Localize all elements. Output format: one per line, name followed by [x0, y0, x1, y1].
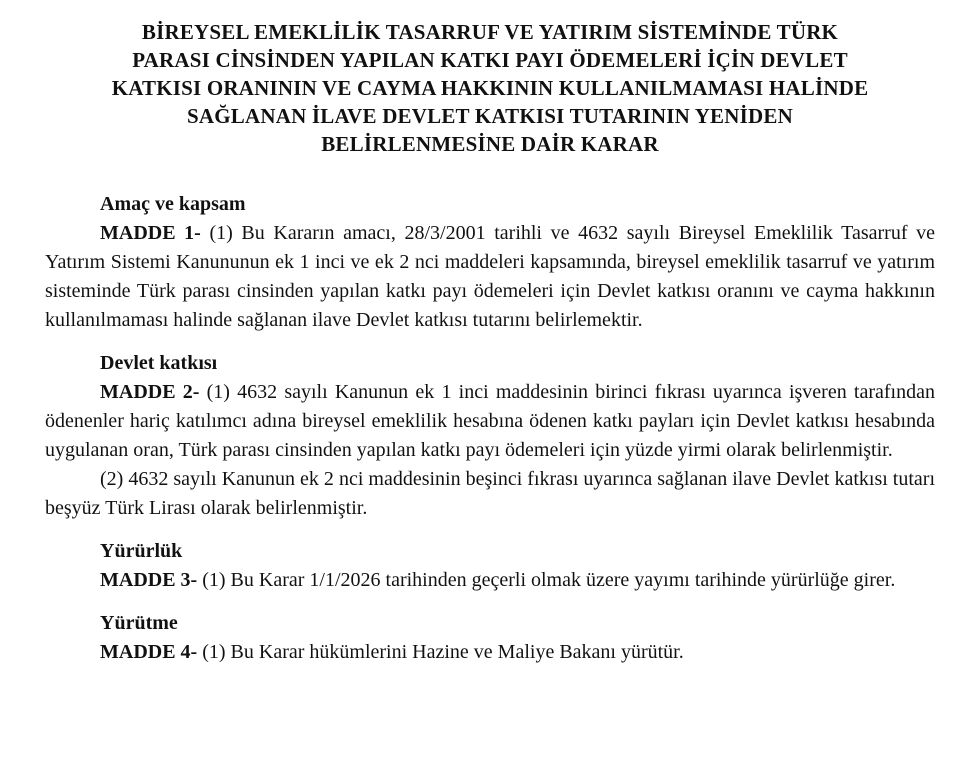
title-line: BELİRLENMESİNE DAİR KARAR — [321, 132, 659, 156]
section-devlet-katkisi — [45, 349, 935, 523]
document-title — [45, 18, 935, 158]
section-amac-ve-kapsam — [45, 190, 935, 335]
madde-1-text: (1) Bu Kararın amacı, 28/3/2001 tarihli ve 4632 sayılı Bireysel Emeklilik Tasarruf ve Yatırım Sistemi Kanununun ek 1 inci ve ek 2 nci maddeleri kapsamında, bireysel emeklilik tasarruf ve yatırım sisteminde Türk parası cinsinden yapılan katkı payı ödemeleri için Devlet katkısı oranını ve cayma hakkının kullanılmaması halinde sağlanan ilave Devlet katkısı tutarını belirlemektir. — [45, 222, 935, 331]
madde-2-label: MADDE 2- — [100, 381, 200, 403]
madde-2-paragraph-1 — [45, 378, 935, 465]
title-line: BİREYSEL EMEKLİLİK TASARRUF VE YATIRIM SİSTEMİNDE TÜRK — [141, 20, 839, 44]
madde-1-paragraph — [45, 219, 935, 335]
section-heading: Yürütme — [100, 612, 178, 634]
section-yurutme — [45, 609, 935, 667]
section-heading: Devlet katkısı — [100, 352, 218, 374]
madde-1-label: MADDE 1- — [100, 222, 201, 244]
title-line: KATKISI ORANININ VE CAYMA HAKKININ KULLANILMAMASI HALİNDE — [111, 76, 869, 100]
section-yururluk — [45, 537, 935, 595]
madde-2-paragraph-2 — [45, 465, 935, 523]
madde-3-text: (1) Bu Karar 1/1/2026 tarihinden geçerli olmak üzere yayımı tarihinde yürürlüğe girer. — [197, 569, 896, 591]
madde-3-label: MADDE 3- — [100, 569, 198, 591]
madde-3-paragraph — [45, 566, 935, 595]
title-line: PARASI CİNSİNDEN YAPILAN KATKI PAYI ÖDEMELERİ İÇİN DEVLET — [132, 48, 848, 72]
madde-4-label: MADDE 4- — [100, 641, 198, 663]
madde-2-text-2: (2) 4632 sayılı Kanunun ek 2 nci maddesinin beşinci fıkrası uyarınca sağlanan ilave Devlet katkısı tutarı beşyüz Türk Lirası olarak belirlenmiştir. — [45, 468, 935, 519]
madde-2-text-1: (1) 4632 sayılı Kanunun ek 1 inci maddesinin birinci fıkrası uyarınca işveren tarafından ödenenler hariç katılımcı adına bireysel emeklilik hesabına ödenen katkı payları için Devlet katkısı hesabında uygulanan oran, Türk parası cinsinden yapılan katkı payı ödemeleri için yüzde yirmi olarak belirlenmiştir. — [45, 381, 935, 461]
section-heading: Yürürlük — [100, 540, 183, 562]
madde-4-text: (1) Bu Karar hükümlerini Hazine ve Maliye Bakanı yürütür. — [197, 641, 684, 663]
madde-4-paragraph — [45, 638, 935, 667]
section-heading: Amaç ve kapsam — [100, 193, 246, 215]
title-line: SAĞLANAN İLAVE DEVLET KATKISI TUTARININ YENİDEN — [187, 104, 793, 128]
